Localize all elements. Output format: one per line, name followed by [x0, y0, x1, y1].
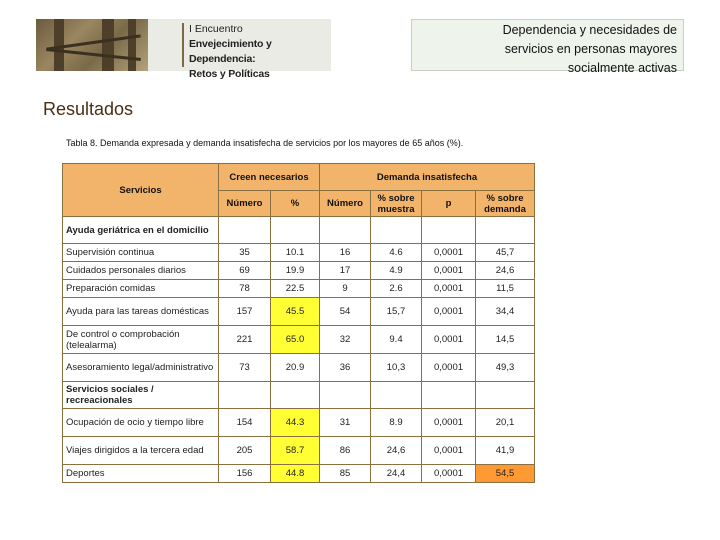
table-row — [63, 354, 535, 382]
table-row — [63, 244, 535, 262]
cell-numero-2: 85 — [320, 465, 371, 483]
cell-numero: 73 — [219, 354, 271, 382]
cell-pct-demanda: 34,4 — [476, 298, 535, 326]
cell-pct: 10.1 — [271, 244, 320, 262]
cell-numero: 157 — [219, 298, 271, 326]
cell-pct-demanda: 24,6 — [476, 262, 535, 280]
cell-p: 0,0001 — [422, 354, 476, 382]
cell-numero: 78 — [219, 280, 271, 298]
row-label: Ocupación de ocio y tiempo libre — [63, 409, 219, 437]
cell-pct-muestra: 4.9 — [371, 262, 422, 280]
services-table — [62, 163, 535, 483]
header-creen-necesarios: Creen necesarios — [219, 164, 320, 191]
cell-numero-2: 9 — [320, 280, 371, 298]
row-label: Preparación comidas — [63, 280, 219, 298]
banner-text — [189, 22, 331, 82]
cell-numero: 221 — [219, 326, 271, 354]
cell-pct-muestra: 2.6 — [371, 280, 422, 298]
row-label: Asesoramiento legal/administrativo — [63, 354, 219, 382]
cell-pct-demanda: 20,1 — [476, 409, 535, 437]
cell-pct-muestra: 15,7 — [371, 298, 422, 326]
table-caption: Tabla 8. Demanda expresada y demanda insatisfecha de servicios por los mayores de 65 años (%). — [66, 138, 464, 148]
header-p: p — [422, 191, 476, 217]
cell-pct-demanda: 45,7 — [476, 244, 535, 262]
cell-pct: 58.7 — [271, 437, 320, 465]
banner-divider — [182, 23, 184, 67]
section-heading: Resultados — [43, 99, 134, 119]
cell-pct-muestra: 4.6 — [371, 244, 422, 262]
event-banner — [36, 19, 331, 80]
header-servicios: Servicios — [63, 164, 219, 217]
cell-pct: 45.5 — [271, 298, 320, 326]
cell-numero-2: 86 — [320, 437, 371, 465]
slide-title — [411, 19, 684, 75]
cell-p: 0,0001 — [422, 326, 476, 354]
cell-numero-2: 32 — [320, 326, 371, 354]
cell-pct: 44.3 — [271, 409, 320, 437]
title-line-1: Dependencia y necesidades de — [502, 23, 677, 37]
cell-p: 0,0001 — [422, 465, 476, 483]
row-label: Deportes — [63, 465, 219, 483]
cell-pct: 20.9 — [271, 354, 320, 382]
cell-pct-muestra: 8.9 — [371, 409, 422, 437]
cell-pct-demanda: 41,9 — [476, 437, 535, 465]
group-servicios-sociales: Servicios sociales / recreacionales — [63, 382, 219, 409]
cell-pct-demanda: 11,5 — [476, 280, 535, 298]
cell-numero: 205 — [219, 437, 271, 465]
row-label: Ayuda para las tareas domésticas — [63, 298, 219, 326]
cell-numero-2: 17 — [320, 262, 371, 280]
table-row — [63, 326, 535, 354]
cell-pct: 65.0 — [271, 326, 320, 354]
banner-line-3: Retos y Políticas — [189, 68, 270, 80]
cell-numero-2: 16 — [320, 244, 371, 262]
cell-pct-demanda: 54,5 — [476, 465, 535, 483]
table-row — [63, 298, 535, 326]
row-label: Cuidados personales diarios — [63, 262, 219, 280]
cell-p: 0,0001 — [422, 280, 476, 298]
cell-pct: 44.8 — [271, 465, 320, 483]
cell-numero-2: 31 — [320, 409, 371, 437]
cell-pct: 19.9 — [271, 262, 320, 280]
cell-numero: 154 — [219, 409, 271, 437]
header-demanda-insatisfecha: Demanda insatisfecha — [320, 164, 535, 191]
table-row — [63, 437, 535, 465]
table-row — [63, 409, 535, 437]
banner-line-2: Envejecimiento y Dependencia: — [189, 38, 272, 65]
header-numero: Número — [219, 191, 271, 217]
cell-pct-muestra: 10,3 — [371, 354, 422, 382]
cell-numero-2: 36 — [320, 354, 371, 382]
cell-p: 0,0001 — [422, 244, 476, 262]
cell-numero-2: 54 — [320, 298, 371, 326]
cell-pct-demanda: 14,5 — [476, 326, 535, 354]
cell-numero: 69 — [219, 262, 271, 280]
banner-photo — [36, 19, 148, 71]
cell-p: 0,0001 — [422, 409, 476, 437]
cell-p: 0,0001 — [422, 298, 476, 326]
table-row — [63, 262, 535, 280]
title-line-2: servicios en personas mayores — [504, 42, 677, 56]
header-numero-2: Número — [320, 191, 371, 217]
row-label: Supervisión continua — [63, 244, 219, 262]
cell-numero: 156 — [219, 465, 271, 483]
cell-pct: 22.5 — [271, 280, 320, 298]
header-pct-muestra: % sobre muestra — [371, 191, 422, 217]
cell-pct-muestra: 9.4 — [371, 326, 422, 354]
table-row — [63, 465, 535, 483]
banner-line-1: I Encuentro — [189, 23, 243, 35]
table-row — [63, 280, 535, 298]
group-ayuda-geriatrica: Ayuda geriátrica en el domicilio — [63, 217, 219, 244]
header-pct-demanda: % sobre demanda — [476, 191, 535, 217]
header-pct: % — [271, 191, 320, 217]
cell-pct-muestra: 24,4 — [371, 465, 422, 483]
cell-pct-demanda: 49,3 — [476, 354, 535, 382]
title-line-3: socialmente activas — [567, 61, 677, 75]
cell-p: 0,0001 — [422, 262, 476, 280]
row-label: Viajes dirigidos a la tercera edad — [63, 437, 219, 465]
row-label: De control o comprobación (telealarma) — [63, 326, 219, 354]
cell-numero: 35 — [219, 244, 271, 262]
cell-pct-muestra: 24,6 — [371, 437, 422, 465]
cell-p: 0,0001 — [422, 437, 476, 465]
